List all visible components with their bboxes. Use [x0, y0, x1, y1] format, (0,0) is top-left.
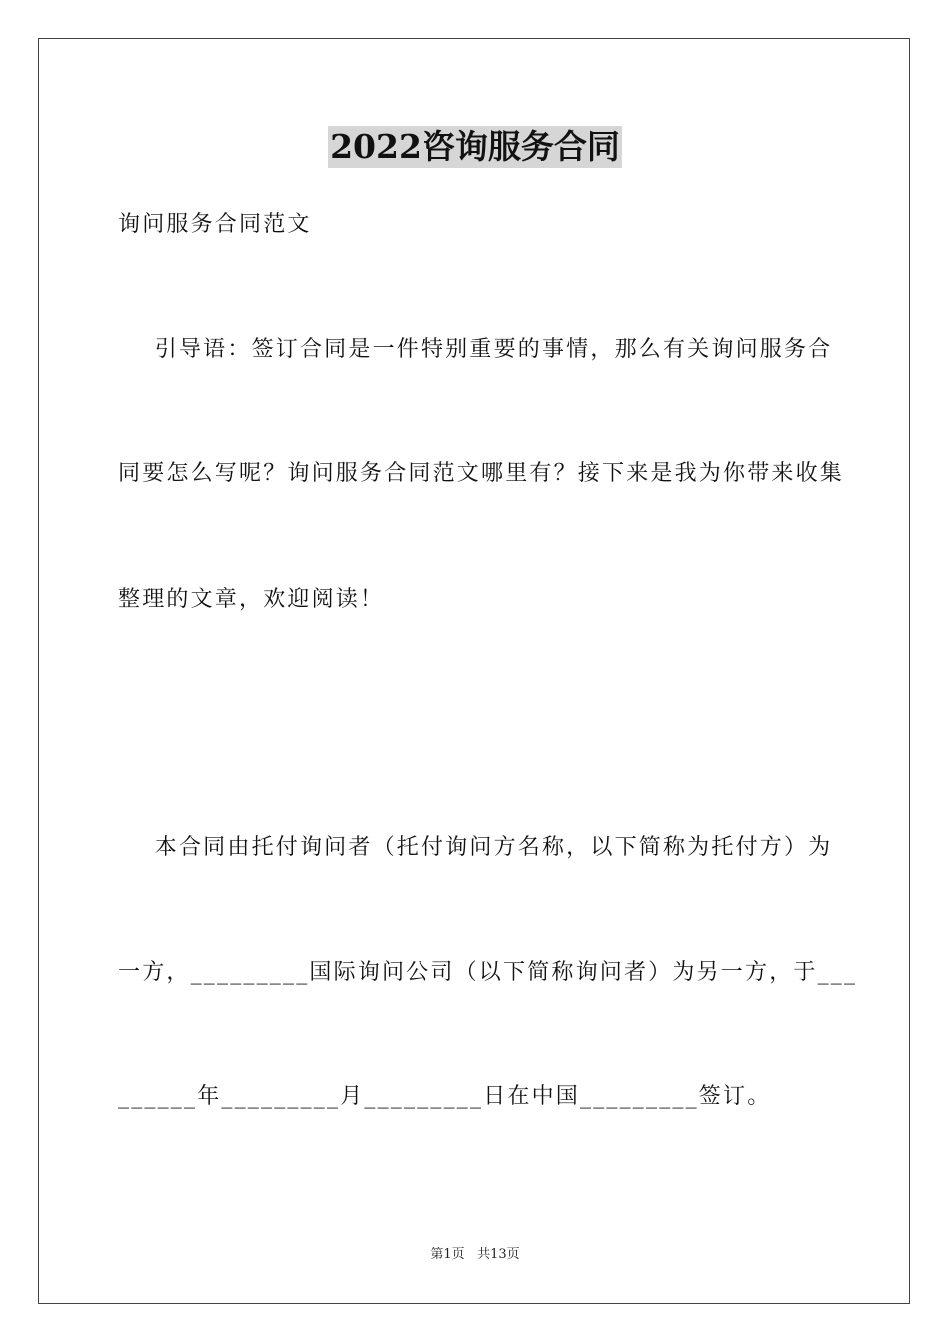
page-total: 共13页 — [477, 1247, 520, 1262]
paragraph-line: 一方，_________国际询问公司（以下简称询问者）为另一方，于___ — [118, 960, 858, 985]
document-title — [0, 126, 950, 168]
page-footer — [0, 1246, 950, 1264]
paragraph-line: 本合同由托付询问者（托付询问方名称，以下简称为托付方）为 — [118, 835, 833, 860]
paragraph-line: ______年_________月_________日在中国_________签订。 — [118, 1084, 772, 1109]
paragraph-line: 整理的文章，欢迎阅读！ — [118, 587, 385, 612]
paragraph-line: 引导语：签订合同是一件特别重要的事情，那么有关询问服务合 — [118, 337, 833, 362]
document-title-text: 2022咨询服务合同 — [330, 127, 620, 166]
paragraph-line: 同要怎么写呢？询问服务合同范文哪里有？接下来是我为你带来收集 — [118, 461, 845, 486]
document-subtitle: 询问服务合同范文 — [118, 212, 312, 237]
page-number: 第1页 — [430, 1247, 465, 1262]
